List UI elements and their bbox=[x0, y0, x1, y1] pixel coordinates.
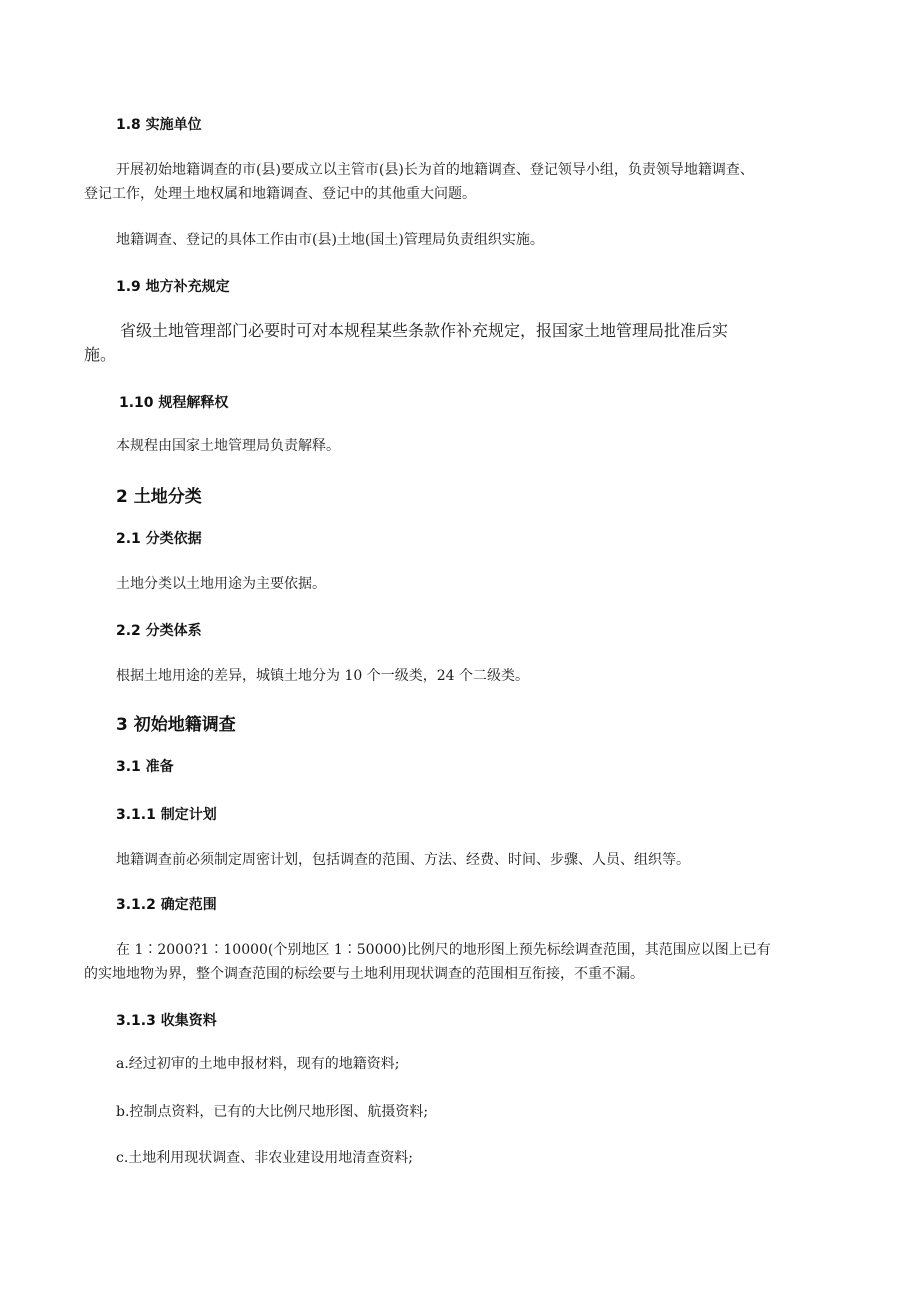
paragraph: 地籍调查、登记的具体工作由市(县)土地(国土)管理局负责组织实施。 bbox=[116, 232, 544, 248]
section-heading-1-10: 1.10 规程解释权 bbox=[119, 395, 229, 411]
list-item: c.土地利用现状调查、非农业建设用地清查资料; bbox=[116, 1150, 414, 1166]
section-heading-1-9: 1.9 地方补充规定 bbox=[116, 279, 230, 295]
paragraph-line: 登记工作，处理土地权属和地籍调查、登记中的其他重大问题。 bbox=[84, 186, 476, 202]
paragraph-line: 的实地地物为界，整个调查范围的标绘要与土地利用现状调查的范围相互衔接，不重不漏。 bbox=[84, 966, 644, 982]
paragraph-line: 省级土地管理部门必要时可对本规程某些条款作补充规定，报国家土地管理局批准后实 bbox=[120, 321, 729, 340]
chapter-heading-3: 3 初始地籍调查 bbox=[116, 715, 236, 735]
paragraph: 本规程由国家土地管理局负责解释。 bbox=[116, 438, 340, 454]
list-item: b.控制点资料，已有的大比例尺地形图、航摄资料; bbox=[116, 1104, 429, 1120]
paragraph: 土地分类以土地用途为主要依据。 bbox=[116, 576, 326, 592]
paragraph-line: 施。 bbox=[84, 345, 117, 364]
section-heading-3-1-1: 3.1.1 制定计划 bbox=[116, 807, 217, 823]
section-heading-3-1: 3.1 准备 bbox=[116, 759, 174, 775]
paragraph-line: 在 1∶2000?1∶10000(个别地区 1∶50000)比例尺的地形图上预先标绘调查范围，其范围应以图上已有 bbox=[116, 942, 771, 958]
section-heading-2-1: 2.1 分类依据 bbox=[116, 531, 202, 547]
section-heading-3-1-2: 3.1.2 确定范围 bbox=[116, 897, 217, 913]
section-heading-1-8: 1.8 实施单位 bbox=[116, 117, 202, 133]
paragraph: 根据土地用途的差异，城镇土地分为 10 个一级类，24 个二级类。 bbox=[116, 668, 529, 684]
chapter-heading-2: 2 土地分类 bbox=[116, 487, 202, 507]
list-item: a.经过初审的土地申报材料，现有的地籍资料; bbox=[116, 1056, 400, 1072]
section-heading-3-1-3: 3.1.3 收集资料 bbox=[116, 1013, 217, 1029]
section-heading-2-2: 2.2 分类体系 bbox=[116, 623, 202, 639]
paragraph-line: 开展初始地籍调查的市(县)要成立以主管市(县)长为首的地籍调查、登记领导小组，负责领导地籍调查、 bbox=[116, 162, 754, 178]
paragraph: 地籍调查前必须制定周密计划，包括调查的范围、方法、经费、时间、步骤、人员、组织等。 bbox=[116, 852, 690, 868]
